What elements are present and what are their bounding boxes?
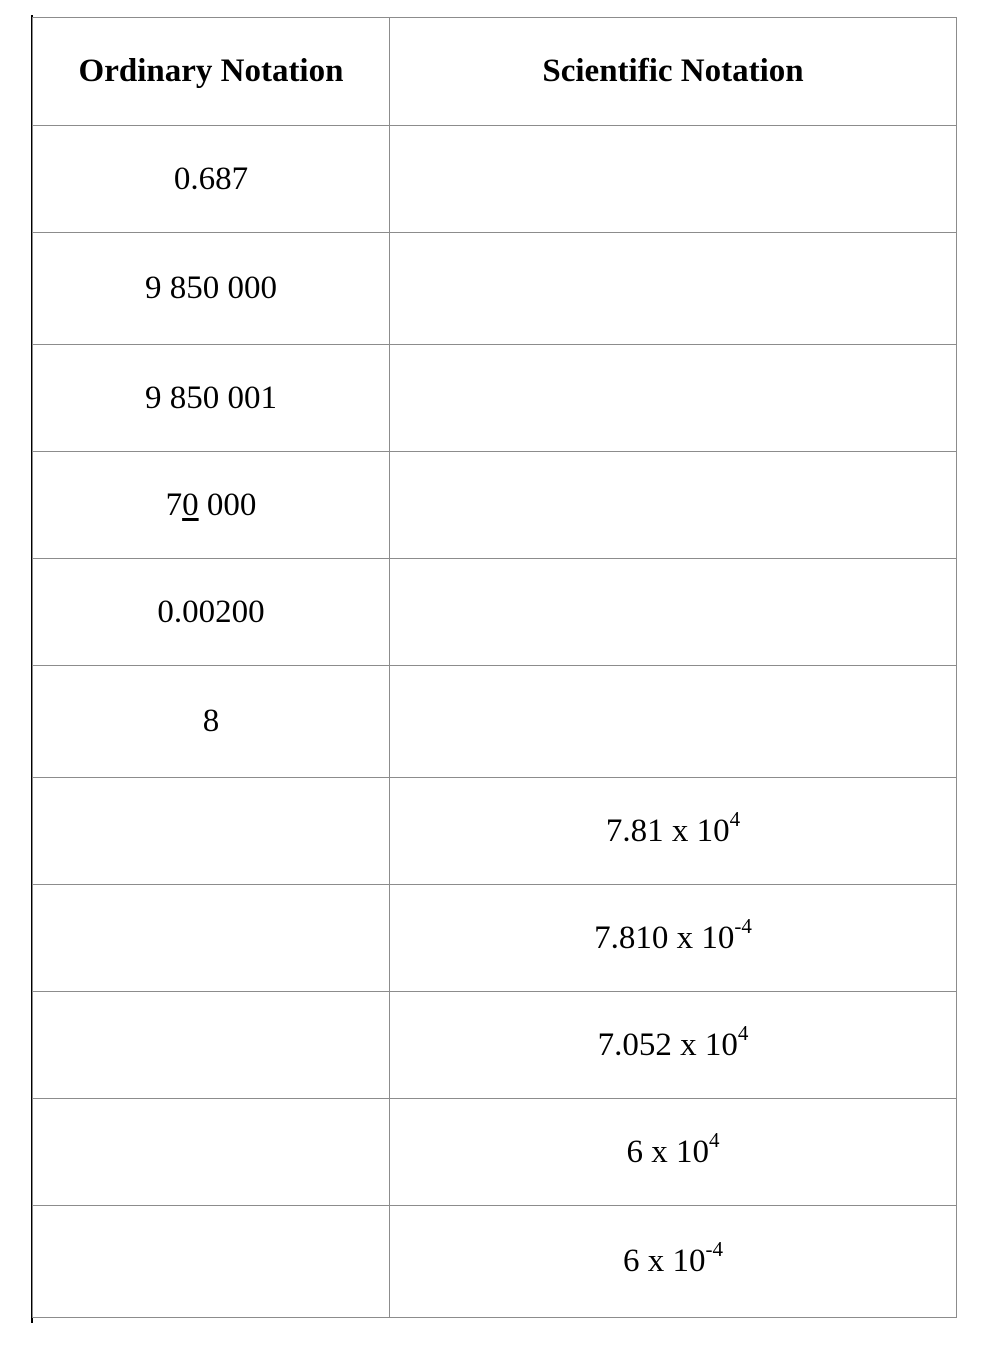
ordinary-cell xyxy=(33,452,390,559)
scientific-cell xyxy=(390,1206,957,1318)
scientific-cell xyxy=(390,885,957,992)
table-row xyxy=(33,1099,957,1206)
scientific-cell xyxy=(390,126,957,233)
table-row xyxy=(33,345,957,452)
table-row xyxy=(33,233,957,345)
scientific-cell xyxy=(390,452,957,559)
scientific-base: 6 x 10 xyxy=(623,1243,706,1279)
scientific-cell xyxy=(390,992,957,1099)
underlined-digit: 0 xyxy=(182,486,199,523)
header-scientific-notation: Scientific Notation xyxy=(390,18,957,126)
ordinary-cell xyxy=(33,992,390,1099)
scientific-base: 7.81 x 10 xyxy=(605,812,730,849)
ordinary-cell: 0.687 xyxy=(33,126,390,233)
table-row xyxy=(33,885,957,992)
ordinary-cell xyxy=(33,885,390,992)
table-row xyxy=(33,666,957,778)
table-row xyxy=(33,126,957,233)
scientific-exponent: -4 xyxy=(705,1237,723,1261)
notation-table xyxy=(32,17,957,1318)
header-ordinary-notation: Ordinary Notation xyxy=(33,18,390,126)
ordinary-cell xyxy=(33,778,390,885)
scientific-cell xyxy=(390,1099,957,1206)
ordinary-cell: 0.00200 xyxy=(33,559,390,666)
scientific-exponent: -4 xyxy=(734,913,752,938)
table-row xyxy=(33,559,957,666)
ordinary-cell xyxy=(33,1206,390,1318)
ordinary-text-part: 000 xyxy=(198,486,257,523)
scientific-base: 6 x 10 xyxy=(626,1133,709,1170)
scientific-cell xyxy=(390,666,957,778)
scientific-base: 7.052 x 10 xyxy=(597,1026,738,1063)
table-row xyxy=(33,1206,957,1318)
scientific-exponent: 4 xyxy=(709,1127,720,1152)
ordinary-cell: 8 xyxy=(33,666,390,778)
table-row xyxy=(33,778,957,885)
scientific-cell xyxy=(390,559,957,666)
scientific-cell xyxy=(390,345,957,452)
scientific-cell xyxy=(390,778,957,885)
table-row xyxy=(33,992,957,1099)
scientific-exponent: 4 xyxy=(729,806,741,831)
scientific-cell xyxy=(390,233,957,345)
ordinary-cell xyxy=(33,1099,390,1206)
scientific-exponent: 4 xyxy=(737,1020,749,1045)
scientific-base: 7.810 x 10 xyxy=(594,919,735,956)
header-row xyxy=(33,18,957,126)
ordinary-cell: 9 850 000 xyxy=(33,233,390,345)
ordinary-text-part: 7 xyxy=(165,486,183,523)
ordinary-cell: 9 850 001 xyxy=(33,345,390,452)
table-row xyxy=(33,452,957,559)
